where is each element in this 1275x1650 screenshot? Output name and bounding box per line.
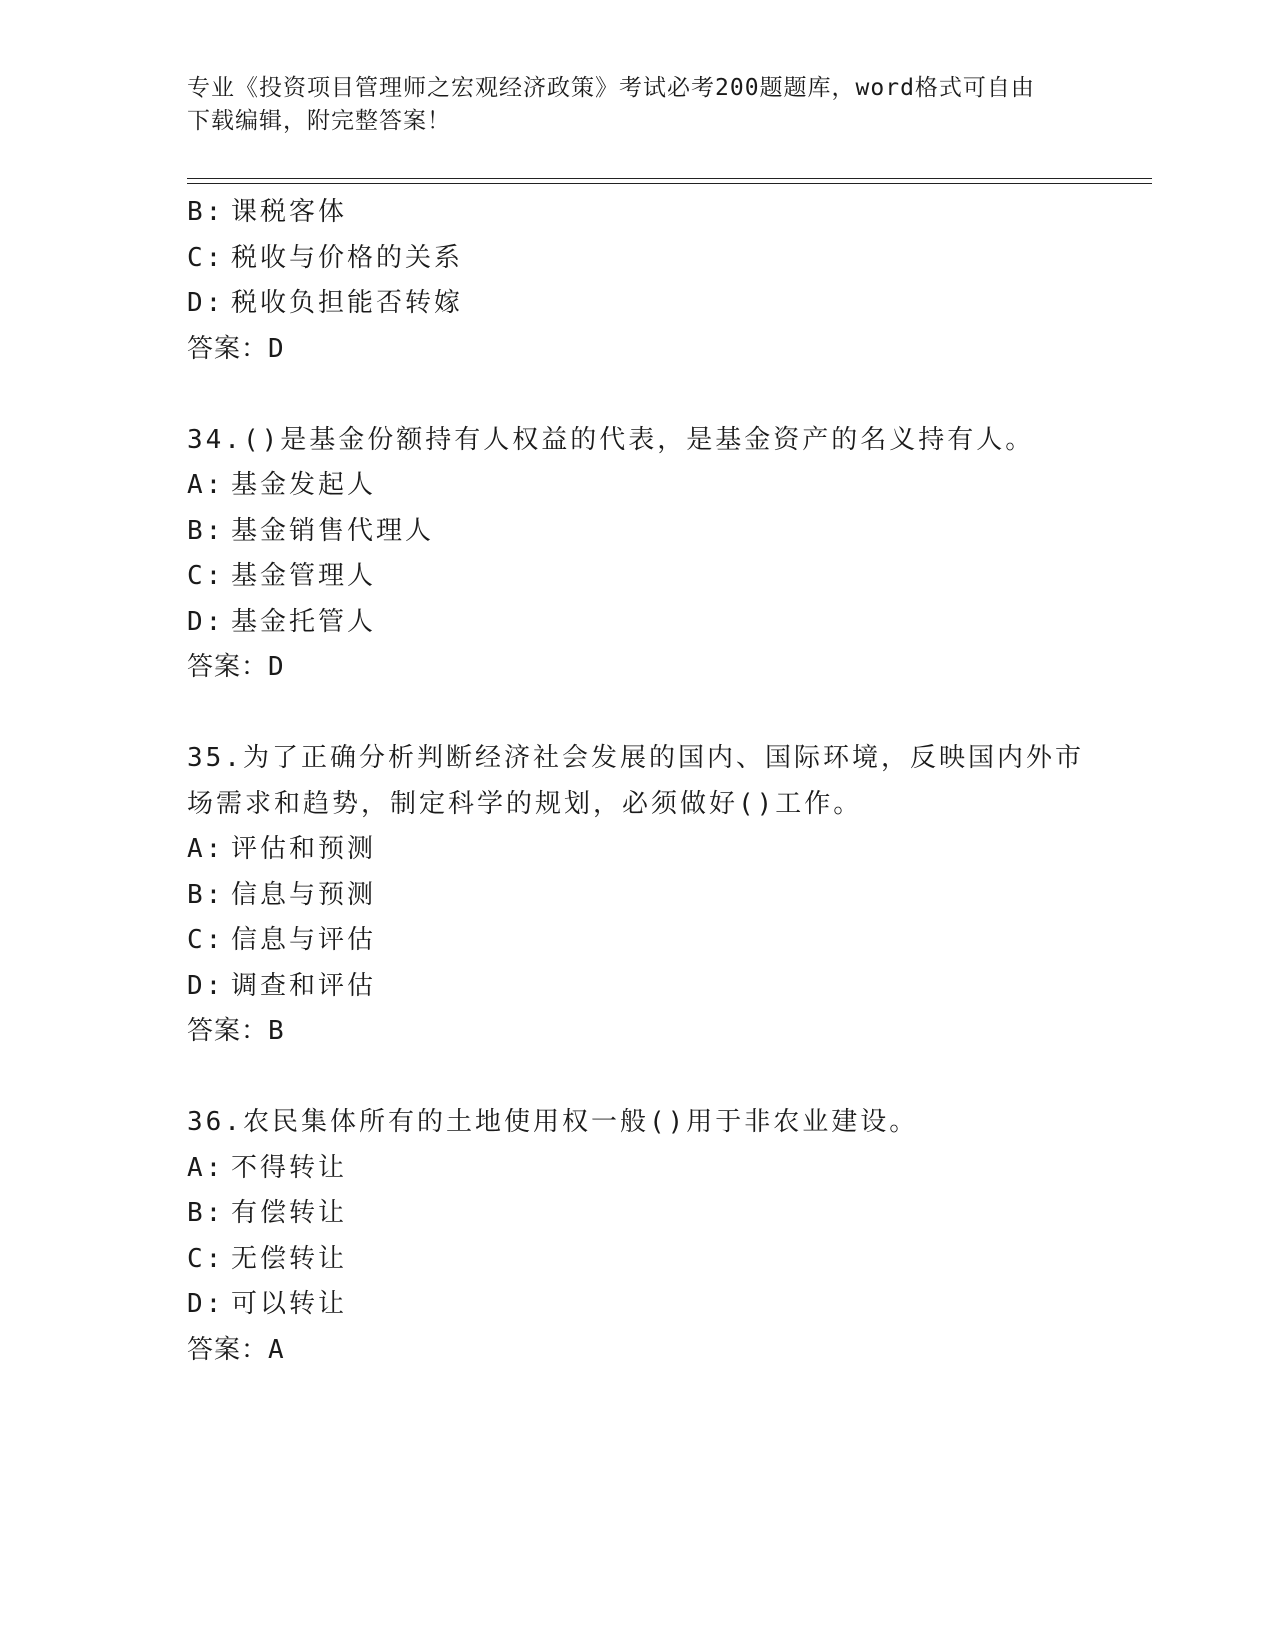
option-text: 基金销售代理人: [231, 515, 435, 546]
option-text: 不得转让: [231, 1152, 348, 1183]
option-text: 基金发起人: [231, 470, 377, 500]
answer-value: A: [268, 1334, 285, 1365]
option-d: [187, 1282, 1087, 1328]
option-letter: A:: [187, 1152, 225, 1183]
option-letter: C:: [187, 925, 225, 955]
option-letter: B:: [187, 1198, 225, 1228]
option-text: 信息与预测: [231, 879, 377, 910]
question-stem-line-1: 35.为了正确分析判断经济社会发展的国内、国际环境，反映国内外市: [187, 743, 1084, 773]
option-letter: C:: [187, 561, 225, 591]
option-a: [187, 463, 1087, 509]
question-34: [187, 418, 1087, 691]
option-letter: B:: [187, 197, 225, 227]
answer-label: 答案：: [187, 1016, 269, 1046]
option-b: [187, 1191, 1087, 1237]
header-rule-bottom: [187, 183, 1152, 184]
option-letter: D:: [187, 1289, 225, 1319]
answer-line: [187, 327, 1087, 373]
option-text: 基金管理人: [231, 561, 377, 591]
answer-label: 答案：: [187, 652, 269, 682]
answer-value: D: [268, 333, 285, 364]
answer-value: B: [268, 1016, 285, 1046]
option-b: [187, 509, 1087, 555]
option-letter: D:: [187, 970, 225, 1001]
option-a: [187, 1146, 1087, 1192]
option-d: [187, 600, 1087, 646]
option-text: 信息与评估: [231, 925, 377, 955]
option-a: [187, 827, 1087, 873]
option-letter: A:: [187, 470, 225, 500]
answer-line: [187, 1328, 1087, 1374]
option-letter: C:: [187, 1243, 225, 1274]
option-c: [187, 918, 1087, 964]
header-line-1: 专业《投资项目管理师之宏观经济政策》考试必考200题题库，word格式可自由: [187, 75, 1035, 101]
option-letter: B:: [187, 515, 225, 546]
question-stem-line-2: 场需求和趋势，制定科学的规划，必须做好()工作。: [187, 788, 863, 819]
spacer: [187, 372, 1087, 418]
option-text: 可以转让: [231, 1289, 348, 1319]
header-rule-top: [187, 178, 1152, 179]
option-letter: D:: [187, 288, 225, 318]
document-header: [187, 72, 1087, 138]
spacer: [187, 691, 1087, 737]
question-stem: 36.农民集体所有的土地使用权一般()用于非农业建设。: [187, 1107, 919, 1137]
question-36: [187, 1100, 1087, 1373]
option-text: 评估和预测: [231, 834, 377, 864]
option-letter: A:: [187, 834, 225, 864]
option-c: [187, 554, 1087, 600]
answer-line: [187, 1009, 1087, 1055]
option-letter: B:: [187, 879, 225, 910]
question-list: [187, 190, 1087, 1373]
option-b: [187, 190, 1087, 236]
option-text: 无偿转让: [231, 1243, 348, 1274]
question-33-tail: [187, 190, 1087, 372]
question-stem: 34.()是基金份额持有人权益的代表，是基金资产的名义持有人。: [187, 424, 1035, 455]
option-letter: C:: [187, 242, 225, 273]
option-text: 基金托管人: [231, 606, 377, 637]
option-text: 税收负担能否转嫁: [231, 288, 464, 318]
option-d: [187, 964, 1087, 1010]
option-text: 税收与价格的关系: [231, 242, 464, 273]
spacer: [187, 1055, 1087, 1101]
question-35: [187, 736, 1087, 1055]
option-text: 调查和评估: [231, 970, 377, 1001]
option-letter: D:: [187, 606, 225, 637]
option-d: [187, 281, 1087, 327]
header-line-2: 下载编辑，附完整答案！: [187, 108, 451, 134]
answer-label: 答案：: [187, 333, 269, 364]
option-c: [187, 236, 1087, 282]
option-text: 课税客体: [231, 197, 348, 227]
option-b: [187, 873, 1087, 919]
answer-line: [187, 645, 1087, 691]
answer-value: D: [268, 652, 285, 682]
option-c: [187, 1237, 1087, 1283]
answer-label: 答案：: [187, 1334, 269, 1365]
option-text: 有偿转让: [231, 1198, 348, 1228]
